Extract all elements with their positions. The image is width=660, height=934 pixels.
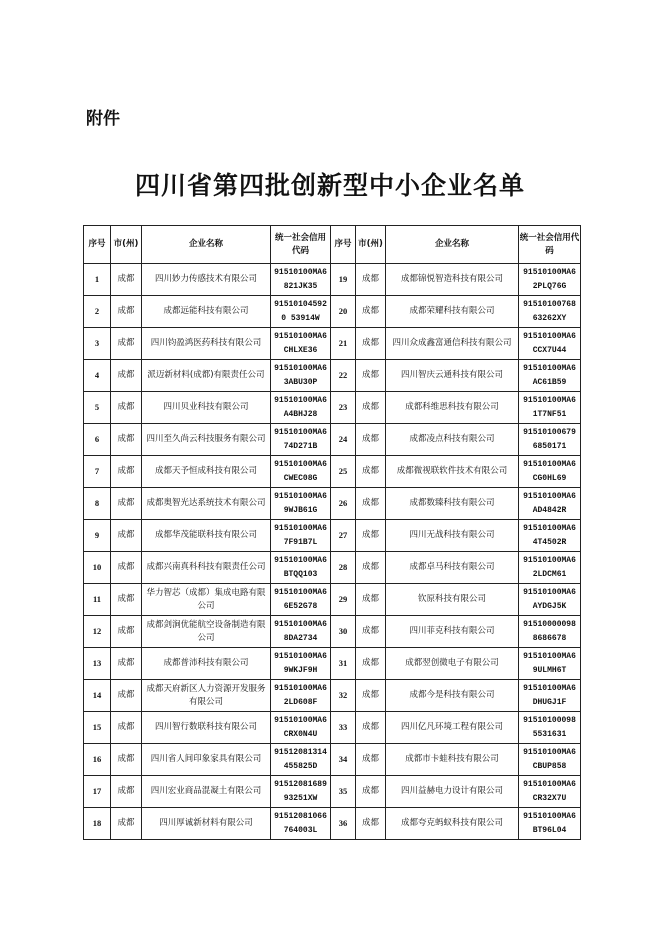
row-company-name: 华力智芯（成都）集成电路有限公司 <box>142 584 271 616</box>
row-credit-code-cell <box>271 456 331 488</box>
row-city: 成都 <box>356 488 386 520</box>
row-credit-code: 91510100MA6BT96L04 <box>523 811 576 835</box>
row-company-name: 成都数臻科技有限公司 <box>386 488 519 520</box>
row-index: 30 <box>331 616 356 648</box>
header-code: 统一社会信用代码 <box>519 226 581 264</box>
row-credit-code-cell <box>271 328 331 360</box>
row-city: 成都 <box>111 776 142 808</box>
row-index: 12 <box>84 616 111 648</box>
row-credit-code: 91510100MA6AD4842R <box>523 491 576 515</box>
row-index: 22 <box>331 360 356 392</box>
row-credit-code: 91510100MA62LDCM61 <box>523 555 576 579</box>
row-index: 14 <box>84 680 111 712</box>
row-index: 24 <box>331 424 356 456</box>
row-credit-code: 9151010076863262XY <box>523 299 576 323</box>
row-company-name: 四川菲克科技有限公司 <box>386 616 519 648</box>
attachment-label: 附件 <box>86 109 120 129</box>
row-credit-code-cell <box>271 712 331 744</box>
row-credit-code: 91510100MA6CCX7U44 <box>523 331 576 355</box>
row-credit-code-cell <box>519 488 581 520</box>
row-company-name: 成都夸克蚂蚁科技有限公司 <box>386 808 519 840</box>
row-index: 34 <box>331 744 356 776</box>
row-credit-code: 91510100MA64T4502R <box>523 523 576 547</box>
row-index: 21 <box>331 328 356 360</box>
row-company-name: 四川亿凡环境工程有限公司 <box>386 712 519 744</box>
row-city: 成都 <box>356 552 386 584</box>
row-company-name: 四川钧盈鸿医药科技有限公司 <box>142 328 271 360</box>
row-city: 成都 <box>356 744 386 776</box>
row-index: 5 <box>84 392 111 424</box>
row-company-name: 成都科维思科技有限公司 <box>386 392 519 424</box>
row-index: 35 <box>331 776 356 808</box>
row-city: 成都 <box>356 264 386 296</box>
row-credit-code: 91510100MA61T7NF51 <box>523 395 576 419</box>
row-index: 16 <box>84 744 111 776</box>
header-name: 企业名称 <box>142 226 271 264</box>
table-row <box>84 584 581 616</box>
table-row <box>84 680 581 712</box>
row-credit-code: 91510100MA6CR32X7U <box>523 779 576 803</box>
table-row <box>84 456 581 488</box>
row-credit-code-cell <box>519 744 581 776</box>
row-credit-code-cell <box>271 584 331 616</box>
row-company-name: 成都翌创微电子有限公司 <box>386 648 519 680</box>
table-header-row <box>84 226 581 264</box>
row-index: 3 <box>84 328 111 360</box>
header-index: 序号 <box>84 226 111 264</box>
row-credit-code-cell <box>271 392 331 424</box>
row-city: 成都 <box>356 328 386 360</box>
row-index: 13 <box>84 648 111 680</box>
row-credit-code: 9151208168993251XW <box>274 779 327 803</box>
row-index: 36 <box>331 808 356 840</box>
row-credit-code: 915101000985531631 <box>523 715 576 739</box>
row-credit-code-cell <box>519 776 581 808</box>
header-index: 序号 <box>331 226 356 264</box>
row-credit-code: 91510100MA6AC61B59 <box>523 363 576 387</box>
row-index: 33 <box>331 712 356 744</box>
row-index: 25 <box>331 456 356 488</box>
row-credit-code-cell <box>271 648 331 680</box>
table-row <box>84 392 581 424</box>
row-credit-code-cell <box>519 648 581 680</box>
row-city: 成都 <box>111 520 142 552</box>
row-city: 成都 <box>356 776 386 808</box>
table-row <box>84 776 581 808</box>
row-company-name: 四川宏业商品混凝土有限公司 <box>142 776 271 808</box>
row-company-name: 钦原科技有限公司 <box>386 584 519 616</box>
row-index: 23 <box>331 392 356 424</box>
row-index: 7 <box>84 456 111 488</box>
row-credit-code-cell <box>519 424 581 456</box>
header-name: 企业名称 <box>386 226 519 264</box>
row-credit-code-cell <box>271 744 331 776</box>
row-credit-code-cell <box>519 456 581 488</box>
row-city: 成都 <box>356 296 386 328</box>
row-city: 成都 <box>111 808 142 840</box>
row-credit-code: 91510100MA6AYDGJ5K <box>523 587 576 611</box>
row-city: 成都 <box>111 712 142 744</box>
row-index: 26 <box>331 488 356 520</box>
row-credit-code-cell <box>519 360 581 392</box>
row-company-name: 成都远能科技有限公司 <box>142 296 271 328</box>
row-credit-code: 91510100MA674D271B <box>274 427 327 451</box>
row-credit-code-cell <box>519 712 581 744</box>
row-credit-code: 91510100MA6821JK35 <box>274 267 327 291</box>
table-row <box>84 296 581 328</box>
row-company-name: 成都华茂能联科技有限公司 <box>142 520 271 552</box>
row-credit-code-cell <box>271 776 331 808</box>
row-index: 1 <box>84 264 111 296</box>
row-index: 2 <box>84 296 111 328</box>
row-company-name: 成都奥智光达系统技术有限公司 <box>142 488 271 520</box>
row-credit-code-cell <box>271 520 331 552</box>
row-city: 成都 <box>111 360 142 392</box>
row-company-name: 成都今是科技有限公司 <box>386 680 519 712</box>
row-index: 31 <box>331 648 356 680</box>
row-company-name: 成都市卡蛙科技有限公司 <box>386 744 519 776</box>
row-index: 27 <box>331 520 356 552</box>
table-row <box>84 264 581 296</box>
row-credit-code: 91512081066764003L <box>274 811 327 835</box>
row-credit-code: 91510100MA6CBUP858 <box>523 747 576 771</box>
row-city: 成都 <box>111 584 142 616</box>
row-credit-code-cell <box>271 360 331 392</box>
table-row <box>84 648 581 680</box>
row-credit-code: 91510100MA62LD608F <box>274 683 327 707</box>
row-company-name: 四川妙力传感技术有限公司 <box>142 264 271 296</box>
row-credit-code-cell <box>519 264 581 296</box>
row-city: 成都 <box>356 616 386 648</box>
row-company-name: 四川众成鑫富通信科技有限公司 <box>386 328 519 360</box>
row-credit-code: 91510100MA6BTQQ103 <box>274 555 327 579</box>
row-company-name: 派迈新材料(成都)有限责任公司 <box>142 360 271 392</box>
row-company-name: 四川省人间印象家具有限公司 <box>142 744 271 776</box>
row-credit-code-cell <box>271 264 331 296</box>
header-code: 统一社会信用代码 <box>271 226 331 264</box>
row-credit-code: 91510100MA69WKJF9H <box>274 651 327 675</box>
row-city: 成都 <box>356 808 386 840</box>
row-company-name: 成都剑涧优能航空设备制造有限公司 <box>142 616 271 648</box>
row-index: 20 <box>331 296 356 328</box>
row-city: 成都 <box>111 680 142 712</box>
table-row <box>84 424 581 456</box>
row-city: 成都 <box>356 680 386 712</box>
row-credit-code: 91510100MA69ULMH6T <box>523 651 576 675</box>
row-credit-code-cell <box>519 392 581 424</box>
table-row <box>84 552 581 584</box>
table-row <box>84 616 581 648</box>
row-credit-code-cell <box>519 616 581 648</box>
row-credit-code: 91510100MA6CG0HL69 <box>523 459 576 483</box>
row-city: 成都 <box>356 392 386 424</box>
row-credit-code-cell <box>271 552 331 584</box>
row-credit-code: 915100000988686678 <box>523 619 576 643</box>
row-credit-code: 91510100MA69WJB61G <box>274 491 327 515</box>
row-city: 成都 <box>111 296 142 328</box>
table-row <box>84 712 581 744</box>
row-city: 成都 <box>111 616 142 648</box>
table-row <box>84 744 581 776</box>
row-company-name: 四川厚诚新材料有限公司 <box>142 808 271 840</box>
row-city: 成都 <box>111 392 142 424</box>
row-index: 19 <box>331 264 356 296</box>
row-credit-code: 91510100MA6DHUGJ1F <box>523 683 576 707</box>
row-credit-code-cell <box>271 424 331 456</box>
row-company-name: 成都锦悦智造科技有限公司 <box>386 264 519 296</box>
row-company-name: 成都凌点科技有限公司 <box>386 424 519 456</box>
row-credit-code-cell <box>271 808 331 840</box>
row-credit-code-cell <box>271 616 331 648</box>
row-city: 成都 <box>356 360 386 392</box>
row-city: 成都 <box>111 552 142 584</box>
row-credit-code: 91510100MA67F91B7L <box>274 523 327 547</box>
row-credit-code-cell <box>519 520 581 552</box>
row-city: 成都 <box>356 456 386 488</box>
row-index: 4 <box>84 360 111 392</box>
row-city: 成都 <box>111 648 142 680</box>
row-credit-code-cell <box>271 488 331 520</box>
row-credit-code: 91510100MA6CRX0N4U <box>274 715 327 739</box>
row-index: 6 <box>84 424 111 456</box>
row-index: 17 <box>84 776 111 808</box>
row-credit-code: 915101045920 53914W <box>274 299 327 323</box>
row-credit-code-cell <box>519 584 581 616</box>
row-index: 32 <box>331 680 356 712</box>
row-credit-code: 91512081314455825D <box>274 747 327 771</box>
header-city: 市(州) <box>111 226 142 264</box>
enterprise-table <box>83 225 581 840</box>
row-index: 9 <box>84 520 111 552</box>
row-company-name: 四川智行数联科技有限公司 <box>142 712 271 744</box>
row-city: 成都 <box>356 520 386 552</box>
row-index: 18 <box>84 808 111 840</box>
document-title: 四川省第四批创新型中小企业名单 <box>134 171 525 200</box>
row-index: 15 <box>84 712 111 744</box>
row-company-name: 成都普沛科技有限公司 <box>142 648 271 680</box>
row-city: 成都 <box>111 456 142 488</box>
row-credit-code-cell <box>519 552 581 584</box>
row-index: 28 <box>331 552 356 584</box>
row-city: 成都 <box>356 648 386 680</box>
row-index: 29 <box>331 584 356 616</box>
row-credit-code-cell <box>519 680 581 712</box>
row-company-name: 成都微视联软件技术有限公司 <box>386 456 519 488</box>
table-row <box>84 520 581 552</box>
header-city: 市(州) <box>356 226 386 264</box>
row-credit-code: 91510100MA68DA2734 <box>274 619 327 643</box>
row-city: 成都 <box>356 584 386 616</box>
row-credit-code: 91510100MA63ABU30P <box>274 363 327 387</box>
row-company-name: 成都卓马科技有限公司 <box>386 552 519 584</box>
row-credit-code-cell <box>519 296 581 328</box>
row-index: 11 <box>84 584 111 616</box>
row-company-name: 成都天府新区人力资源开发服务有限公司 <box>142 680 271 712</box>
row-index: 8 <box>84 488 111 520</box>
row-credit-code: 91510100MA6CHLXE36 <box>274 331 327 355</box>
row-company-name: 成都天予恒成科技有限公司 <box>142 456 271 488</box>
row-company-name: 四川无战科技有限公司 <box>386 520 519 552</box>
row-city: 成都 <box>111 328 142 360</box>
row-credit-code: 91510100MA62PLQ76G <box>523 267 576 291</box>
row-credit-code: 915101006796850171 <box>523 427 576 451</box>
row-company-name: 四川至久尚云科技服务有限公司 <box>142 424 271 456</box>
row-credit-code-cell <box>271 680 331 712</box>
row-city: 成都 <box>111 424 142 456</box>
table-row <box>84 808 581 840</box>
row-city: 成都 <box>356 424 386 456</box>
row-city: 成都 <box>111 744 142 776</box>
row-company-name: 成都兴南真科科技有限责任公司 <box>142 552 271 584</box>
row-city: 成都 <box>111 488 142 520</box>
row-company-name: 四川贝业科技有限公司 <box>142 392 271 424</box>
row-credit-code-cell <box>519 328 581 360</box>
row-city: 成都 <box>356 712 386 744</box>
row-credit-code-cell <box>271 296 331 328</box>
table-row <box>84 328 581 360</box>
row-company-name: 成都荣耀科技有限公司 <box>386 296 519 328</box>
row-city: 成都 <box>111 264 142 296</box>
row-credit-code-cell <box>519 808 581 840</box>
row-credit-code: 91510100MA6CWEC08G <box>274 459 327 483</box>
row-credit-code: 91510100MA66E52G78 <box>274 587 327 611</box>
table-row <box>84 360 581 392</box>
row-credit-code: 91510100MA6A4BHJ28 <box>274 395 327 419</box>
row-company-name: 四川益赫电力设计有限公司 <box>386 776 519 808</box>
row-company-name: 四川智庆云通科技有限公司 <box>386 360 519 392</box>
table-row <box>84 488 581 520</box>
row-index: 10 <box>84 552 111 584</box>
